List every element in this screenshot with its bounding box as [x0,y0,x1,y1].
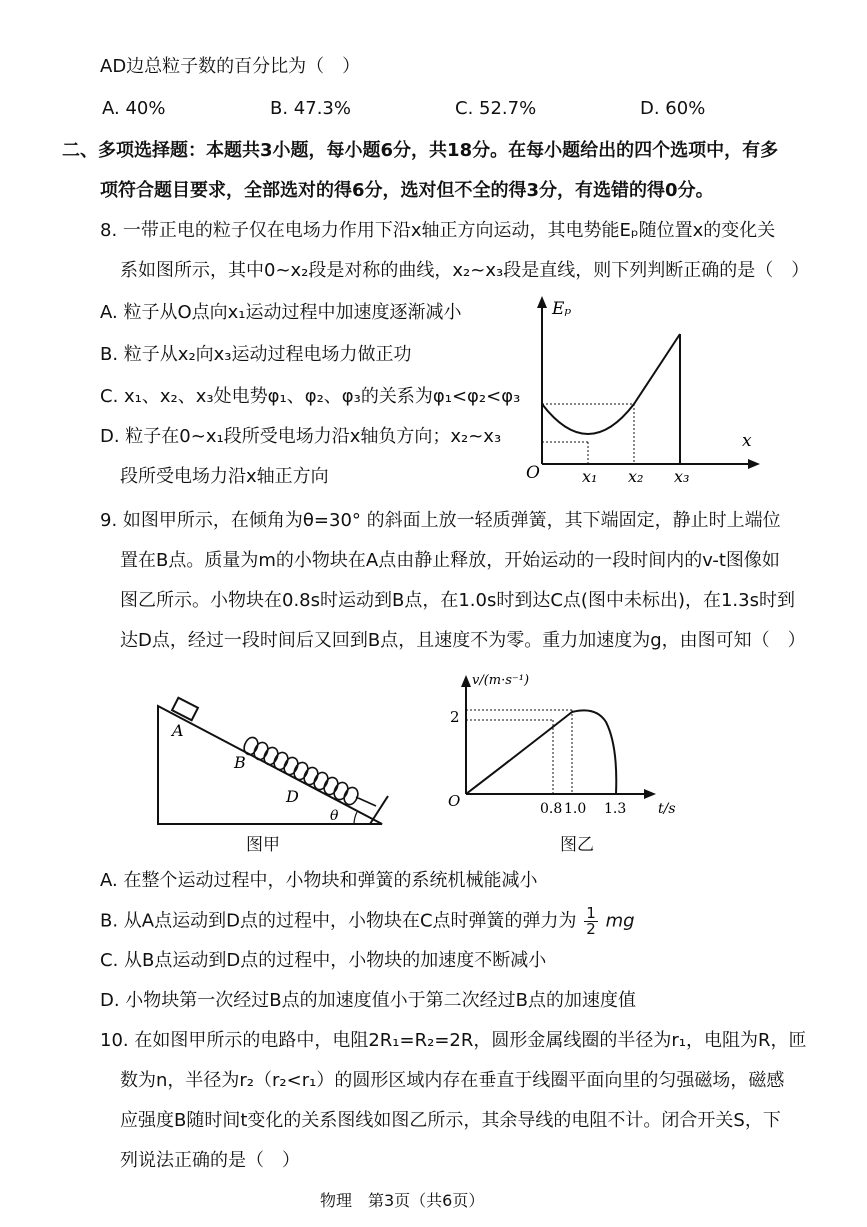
q9-option-b [100,906,635,938]
q9-option-b-text: B. 从A点运动到D点的过程中，小物块在C点时弹簧的弹力为 [100,910,577,932]
yi-ytick: 2 [450,708,460,726]
q8-x3-label: x₃ [674,467,690,486]
q8-line2: 系如图所示，其中0~x₂段是对称的曲线，x₂~x₃段是直线，则下列判断正确的是（ ） [120,260,810,281]
q8-x1-label: x₁ [582,467,598,486]
yi-x-arrow-icon [644,789,656,799]
page-footer: 物理 第3页（共6页） [320,1191,485,1210]
yi-t08: 0.8 [540,801,563,817]
q9-fig-yi [436,668,696,833]
label-theta: θ [330,808,339,824]
q9-line4: 达D点，经过一段时间后又回到B点，且速度不为零。重力加速度为g，由图可知（ ） [120,630,806,651]
q9-option-b-den: 2 [586,920,596,938]
yi-curve [466,710,616,794]
q8-ylabel: Eₚ [552,299,572,319]
q8-curve [542,334,680,434]
q9-option-b-num: 1 [586,904,596,922]
q10-line3: 应强度B随时间t变化的关系图线如图乙所示，其余导线的电阻不计。闭合开关S，下 [120,1110,781,1131]
label-b: B [234,753,246,772]
q8-xlabel: x [742,431,752,451]
q9-line2: 置在B点。质量为m的小物块在A点由静止释放，开始运动的一段时间内的v-t图像如 [120,550,780,571]
q10-line2: 数为n，半径为r₂（r₂<r₁）的圆形区域内存在垂直于线圈平面向里的匀强磁场，磁感 [120,1070,785,1091]
theta-arc [354,812,357,824]
q8-x2-label: x₂ [628,467,644,486]
q8-option-d-line1: D. 粒子在0~x₁段所受电场力沿x轴负方向；x₂~x₃ [100,426,502,447]
label-a: A [172,721,184,740]
q9-option-c: C. 从B点运动到D点的过程中，小物块的加速度不断减小 [100,950,547,971]
section2-line2: 项符合题目要求，全部选对的得6分，选对但不全的得3分，有选错的得0分。 [100,180,714,201]
q9-fig-yi-caption: 图乙 [560,835,594,855]
end-wall [370,796,388,824]
q7-stem-tail: AD边总粒子数的百分比为（ ） [100,56,361,77]
q7-option-b: B. 47.3% [270,98,351,119]
q9-option-a: A. 在整个运动过程中，小物块和弹簧的系统机械能减小 [100,870,538,891]
section2-line1: 二、多项选择题：本题共3小题，每小题6分，共18分。在每小题给出的四个选项中，有多 [62,140,779,161]
spring-coil [244,737,376,806]
yi-t10: 1.0 [564,801,587,817]
q8-line1: 8. 一带正电的粒子仅在电场力作用下沿x轴正方向运动，其电势能Eₚ随位置x的变化关 [100,220,776,241]
q7-option-d: D. 60% [640,98,706,119]
q8-origin: O [526,463,540,483]
q8-option-c: C. x₁、x₂、x₃处电势φ₁、φ₂、φ₃的关系为φ₁<φ₂<φ₃ [100,386,521,407]
q7-option-a: A. 40% [102,98,166,119]
yi-y-arrow-icon [461,675,471,687]
q9-fig-jia [150,696,410,866]
q8-ep-x-graph [520,292,770,492]
q10-line4: 列说法正确的是（ ） [120,1150,300,1171]
q8-x-arrow-icon [748,459,760,469]
q8-option-d-line2: 段所受电场力沿x轴正方向 [120,466,329,487]
q8-option-b: B. 粒子从x₂向x₃运动过程电场力做正功 [100,344,412,365]
yi-xlabel: t/s [658,801,676,817]
q9-option-d: D. 小物块第一次经过B点的加速度值小于第二次经过B点的加速度值 [100,990,636,1011]
q7-option-c: C. 52.7% [455,98,537,119]
block-a [172,698,198,720]
q9-option-b-unit: mg [605,910,635,932]
q9-fig-jia-caption: 图甲 [246,835,280,855]
q9-line1: 9. 如图甲所示，在倾角为θ=30° 的斜面上放一轻质弹簧，其下端固定，静止时上端位 [100,510,781,531]
yi-ylabel: v/(m·s⁻¹) [472,673,530,688]
q9-option-b-fraction [584,906,598,937]
q9-line3: 图乙所示。小物块在0.8s时运动到B点，在1.0s时到达C点(图中未标出)，在1.3s时到 [120,590,795,611]
yi-t13: 1.3 [604,801,627,817]
q10-line1: 10. 在如图甲所示的电路中，电阻2R₁=R₂=2R，圆形金属线圈的半径为r₁，电阻为R，匝 [100,1030,807,1051]
label-d: D [286,787,299,806]
q8-option-a: A. 粒子从O点向x₁运动过程中加速度逐渐减小 [100,302,462,323]
yi-origin: O [448,792,461,810]
q8-y-arrow-icon [537,296,547,308]
